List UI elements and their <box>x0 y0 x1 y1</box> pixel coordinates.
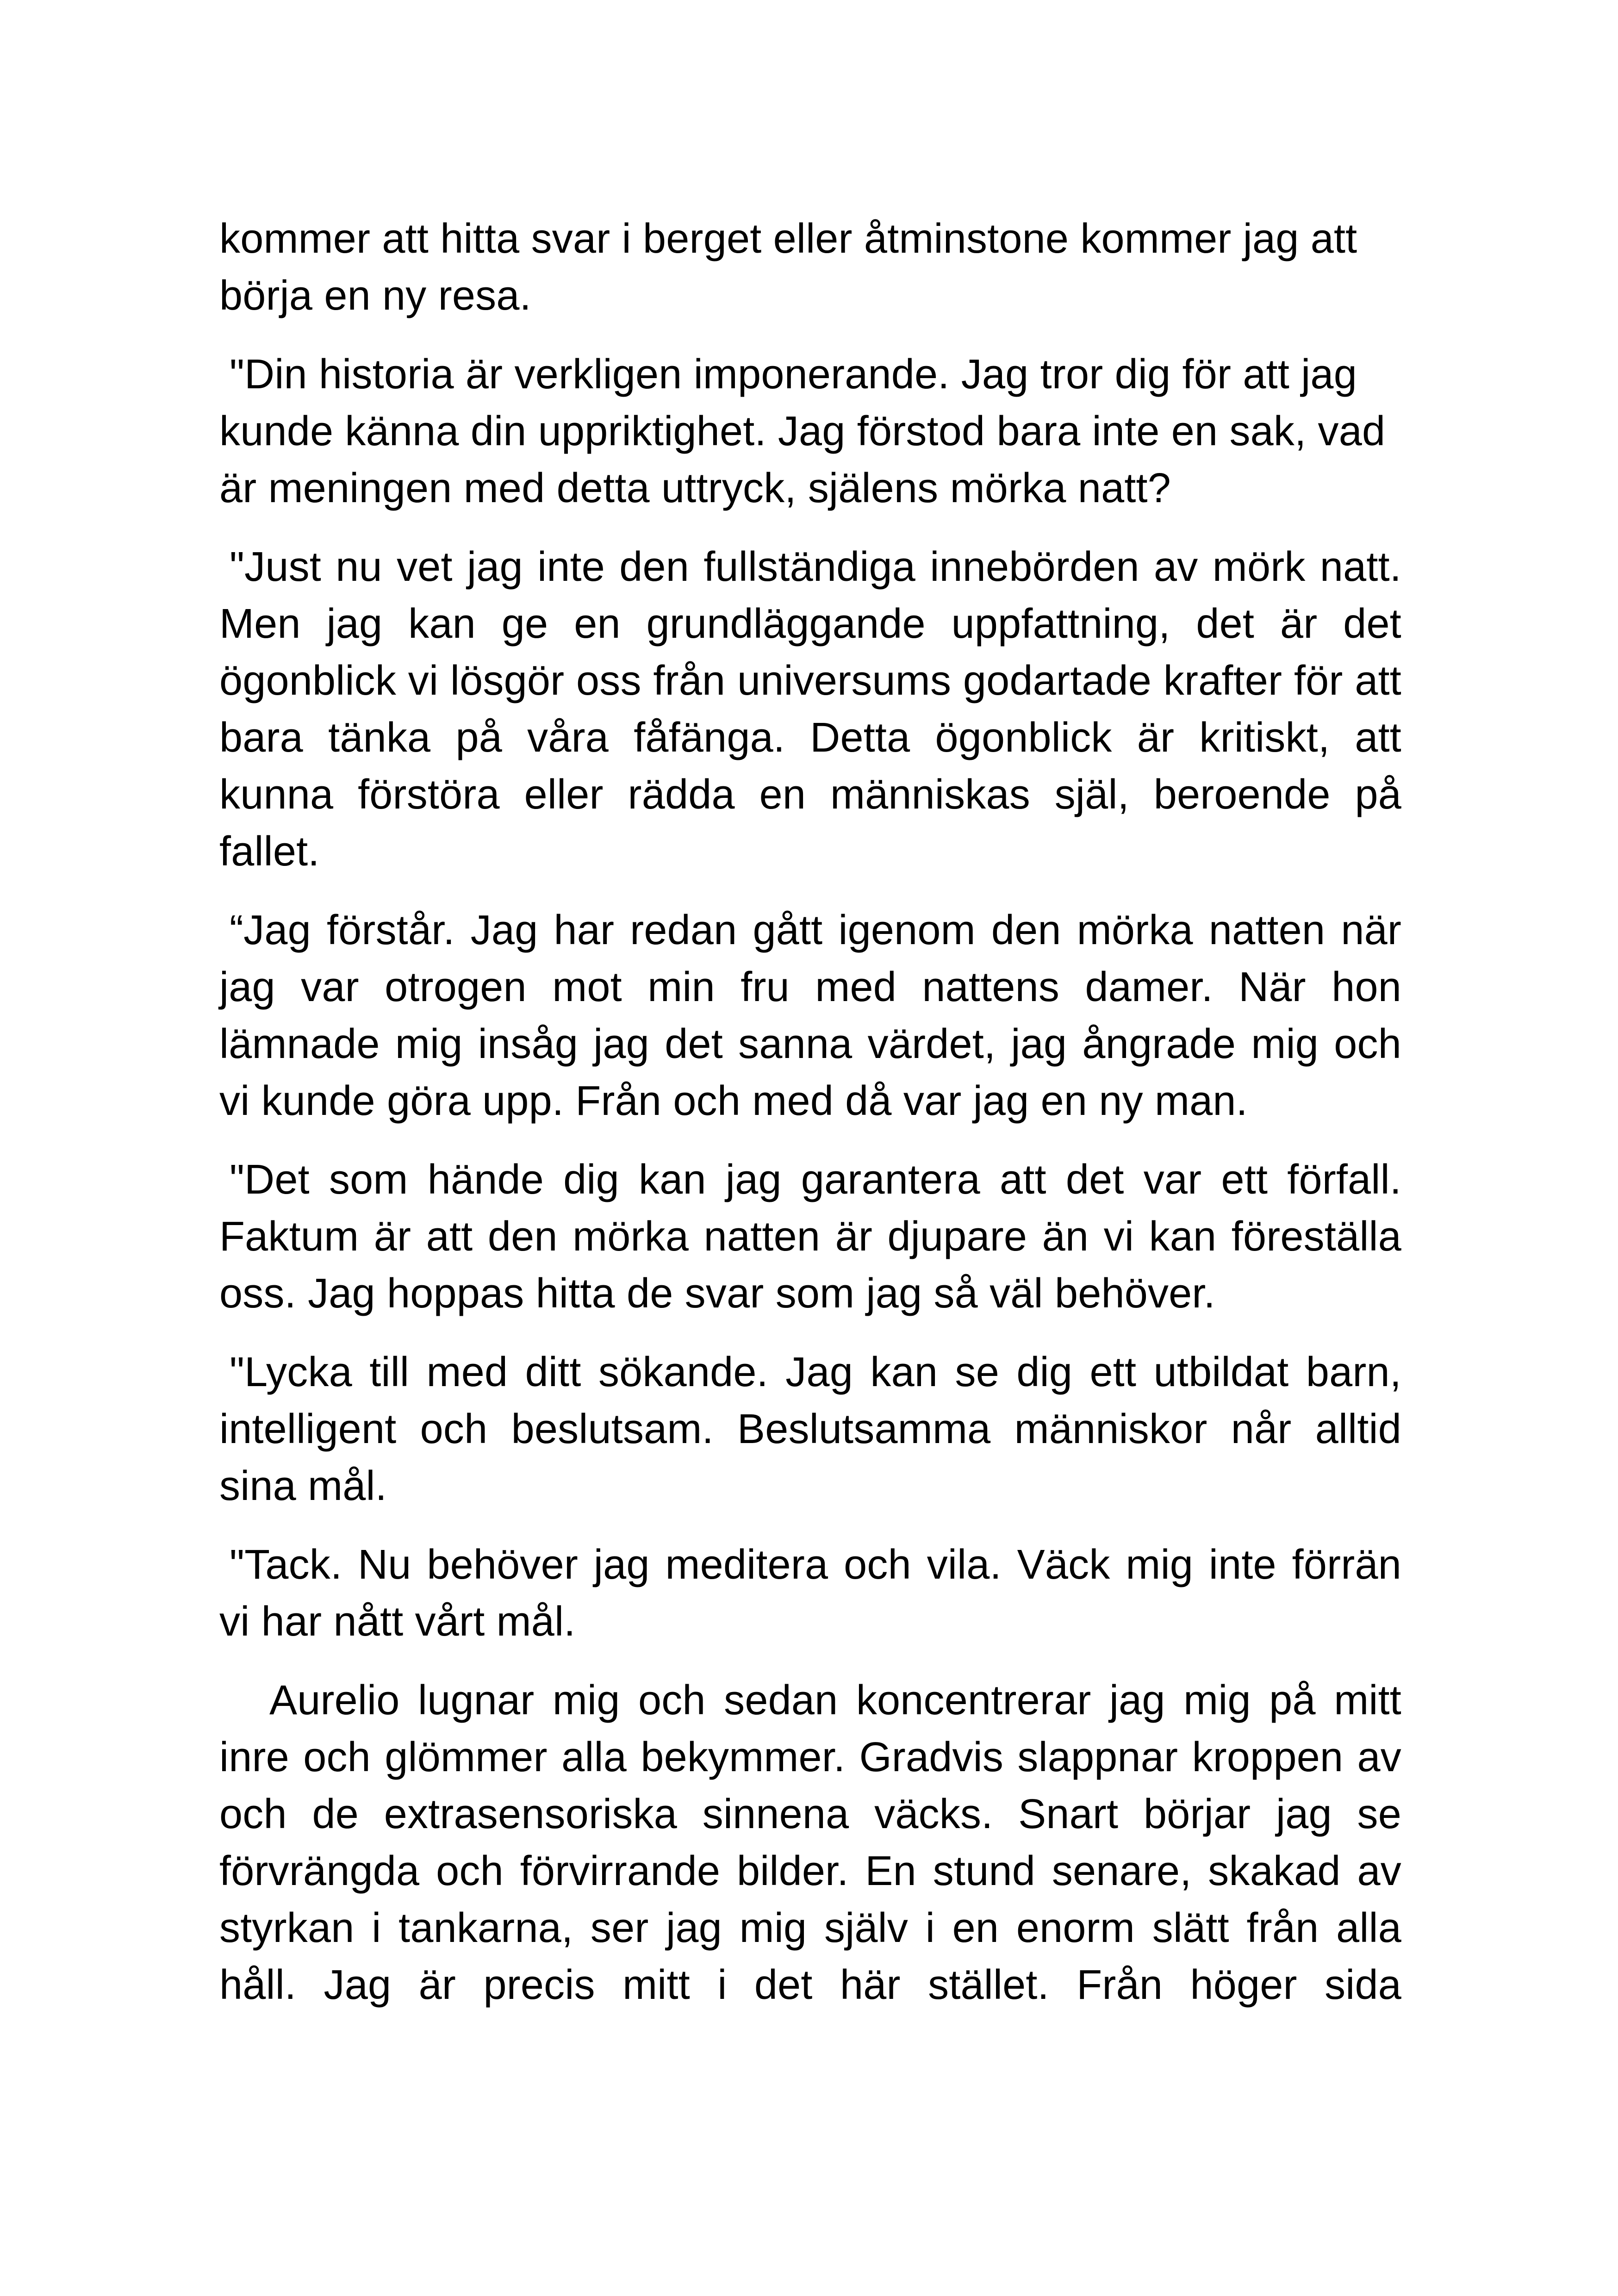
paragraph-2: "Din historia är verkligen imponerande. Jag tror dig för att jag kunde känna din uppriktighet. Jag förstod bara inte en sak, vad är meningen med detta uttryck, själens mörka natt? <box>219 351 1386 511</box>
body-text <box>219 211 1401 2014</box>
paragraph-6: "Lycka till med ditt sökande. Jag kan se dig ett utbildat barn, intelligent och beslutsam. Beslutsamma människor når alltid sina mål. <box>219 1349 1401 1509</box>
paragraph-3: "Just nu vet jag inte den fullständiga innebörden av mörk natt. Men jag kan ge en grundläggande uppfattning, det är det ögonblick vi lösgör oss från universums godartade krafter för att bara tänka på våra fåfänga. Detta ögonblick är kritiskt, att kunna förstöra eller rädda en människas själ, beroende på fallet. <box>219 544 1401 875</box>
paragraph-4: “Jag förstår. Jag har redan gått igenom den mörka natten när jag var otrogen mot min fru med nattens damer. När hon lämnade mig insåg jag det sanna värdet, jag ångrade mig och vi kunde göra upp. Från och med då var jag en ny man. <box>219 907 1401 1124</box>
paragraph-1: kommer att hitta svar i berget eller åtminstone kommer jag att börja en ny resa. <box>219 216 1357 319</box>
paragraph-7: "Tack. Nu behöver jag meditera och vila. Väck mig inte förrän vi har nått vårt mål. <box>219 1542 1401 1645</box>
paragraph-5: "Det som hände dig kan jag garantera att det var ett förfall. Faktum är att den mörka natten är djupare än vi kan föreställa oss. Jag hoppas hitta de svar som jag så väl behöver. <box>219 1157 1401 1317</box>
paragraph-8: Aurelio lugnar mig och sedan koncentrerar jag mig på mitt inre och glömmer alla bekymmer. Gradvis slappnar kroppen av och de extrasensoriska sinnena väcks. Snart börjar jag se förvrängda och förvirrande bilder. En stund senare, skakad av styrkan i tankarna, ser jag mig själv i en enorm slätt från alla håll. Jag är precis mitt i det här stället. Från höger sida <box>219 1677 1401 2008</box>
